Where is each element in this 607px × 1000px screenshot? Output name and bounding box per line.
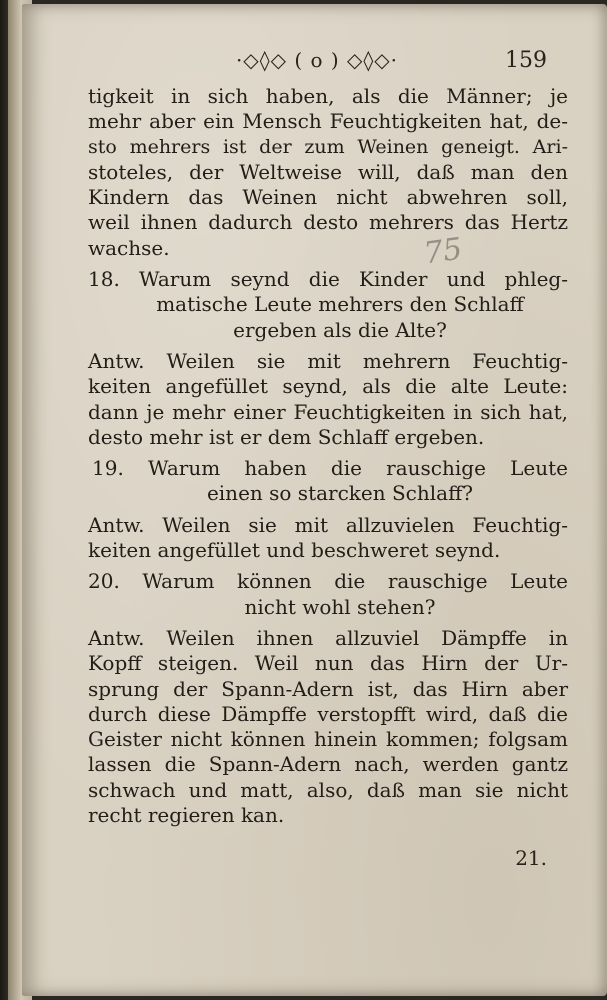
book-page	[22, 4, 607, 996]
text-line: stoteles, der Weltweise will, daß man den	[88, 159, 568, 184]
question-20-heading-cont: nicht wohl stehen?	[244, 594, 436, 619]
page-header	[22, 48, 607, 78]
header-ornament: ·◇◊◇ ( o ) ◇◊◇·	[235, 48, 399, 72]
text-line: tigkeit in sich haben, als die Männer; je	[88, 84, 568, 108]
body-text	[88, 84, 568, 828]
question-20-heading: 20. Warum können die rauschige Leute	[88, 569, 568, 594]
answer-20-line: Geister nicht können hinein kommen; folgsam	[88, 727, 568, 752]
answer-20-line: lassen die Spann-Adern nach, werden gantz	[88, 752, 568, 777]
text-line: Kindern das Weinen nicht abwehren soll,	[88, 185, 568, 210]
question-18-heading-cont: ergeben als die Alte?	[233, 317, 447, 342]
text-line: wachse.	[88, 235, 170, 260]
answer-18-line: dann je mehr einer Feuchtigkeiten in sich hat,	[88, 399, 568, 424]
question-19-heading: 19. Warum haben die rauschige Leute	[92, 456, 568, 481]
answer-20-line: recht regieren kan.	[88, 803, 285, 828]
handwritten-annotation: 75	[421, 231, 465, 272]
question-18-heading-cont: matische Leute mehrers den Schlaff	[156, 292, 524, 317]
answer-18-line: Antw. Weilen sie mit mehrern Feuchtig-	[88, 348, 568, 373]
answer-20-line: schwach und matt, also, daß man sie nicht	[88, 777, 568, 802]
text-line: sto mehrers ist der zum Weinen geneigt. Ari-	[88, 135, 568, 158]
answer-20-line: Antw. Weilen ihnen allzuviel Dämpffe in	[88, 625, 568, 650]
text-line: mehr aber ein Mensch Feuchtigkeiten hat, de-	[88, 109, 568, 134]
question-19-heading-cont: einen so starcken Schlaff?	[206, 481, 474, 506]
catchword: 21.	[515, 846, 547, 870]
answer-20-line: sprung der Spann-Adern ist, das Hirn aber	[88, 676, 568, 701]
answer-18-line: keiten angefüllet seynd, als die alte Leute:	[88, 374, 568, 399]
answer-20-line: durch diese Dämpffe verstopfft wird, daß die	[88, 701, 568, 726]
answer-19-line: Antw. Weilen sie mit allzuvielen Feuchtig-	[88, 512, 568, 537]
page-number: 159	[505, 48, 547, 73]
answer-19-line: keiten angefüllet und beschweret seynd.	[88, 538, 501, 563]
answer-18-line: desto mehr ist er dem Schlaff ergeben.	[88, 424, 485, 449]
question-18-heading: 18. Warum seynd die Kinder und phleg-	[88, 267, 568, 292]
answer-20-line: Kopff steigen. Weil nun das Hirn der Ur-	[88, 651, 568, 676]
text-line: weil ihnen dadurch desto mehrers das Hertz	[88, 210, 568, 235]
